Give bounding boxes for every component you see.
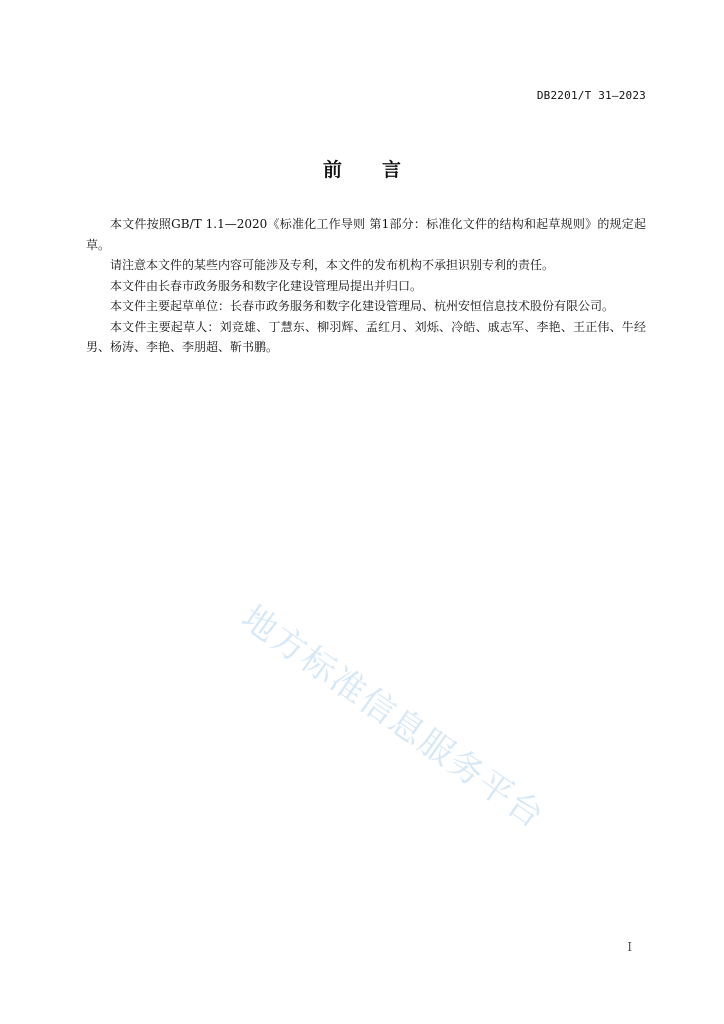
document-code: DB2201/T 31—2023 (536, 89, 646, 102)
paragraph-patent-notice: 请注意本文件的某些内容可能涉及专利，本文件的发布机构不承担识别专利的责任。 (110, 258, 555, 272)
paragraph-proposer: 本文件由长春市政务服务和数字化建设管理局提出并归口。 (110, 278, 423, 293)
paragraph-drafters: 本文件主要起草人：刘竞雄、丁慧东、柳羽辉、孟红月、刘烁、冷皓、戚志军、李艳、王正伟、牛经男、杨涛、李艳、李朋超、靳书鹏。 (86, 319, 646, 354)
foreword-body (86, 214, 646, 358)
title-char-1: 前 (322, 159, 342, 181)
title-char-2: 言 (382, 159, 402, 181)
paragraph-drafting-units: 本文件主要起草单位：长春市政务服务和数字化建设管理局、杭州安恒信息技术股份有限公司。 (110, 299, 615, 313)
watermark: 地方标准信息服务平台 (234, 597, 552, 837)
paragraph-drafting-rules: 本文件按照GB/T 1.1—2020《标准化工作导则 第1部分：标准化文件的结构和起草规则》的规定起草。 (86, 217, 646, 252)
page-number: I (627, 940, 632, 954)
page-title (0, 155, 724, 182)
